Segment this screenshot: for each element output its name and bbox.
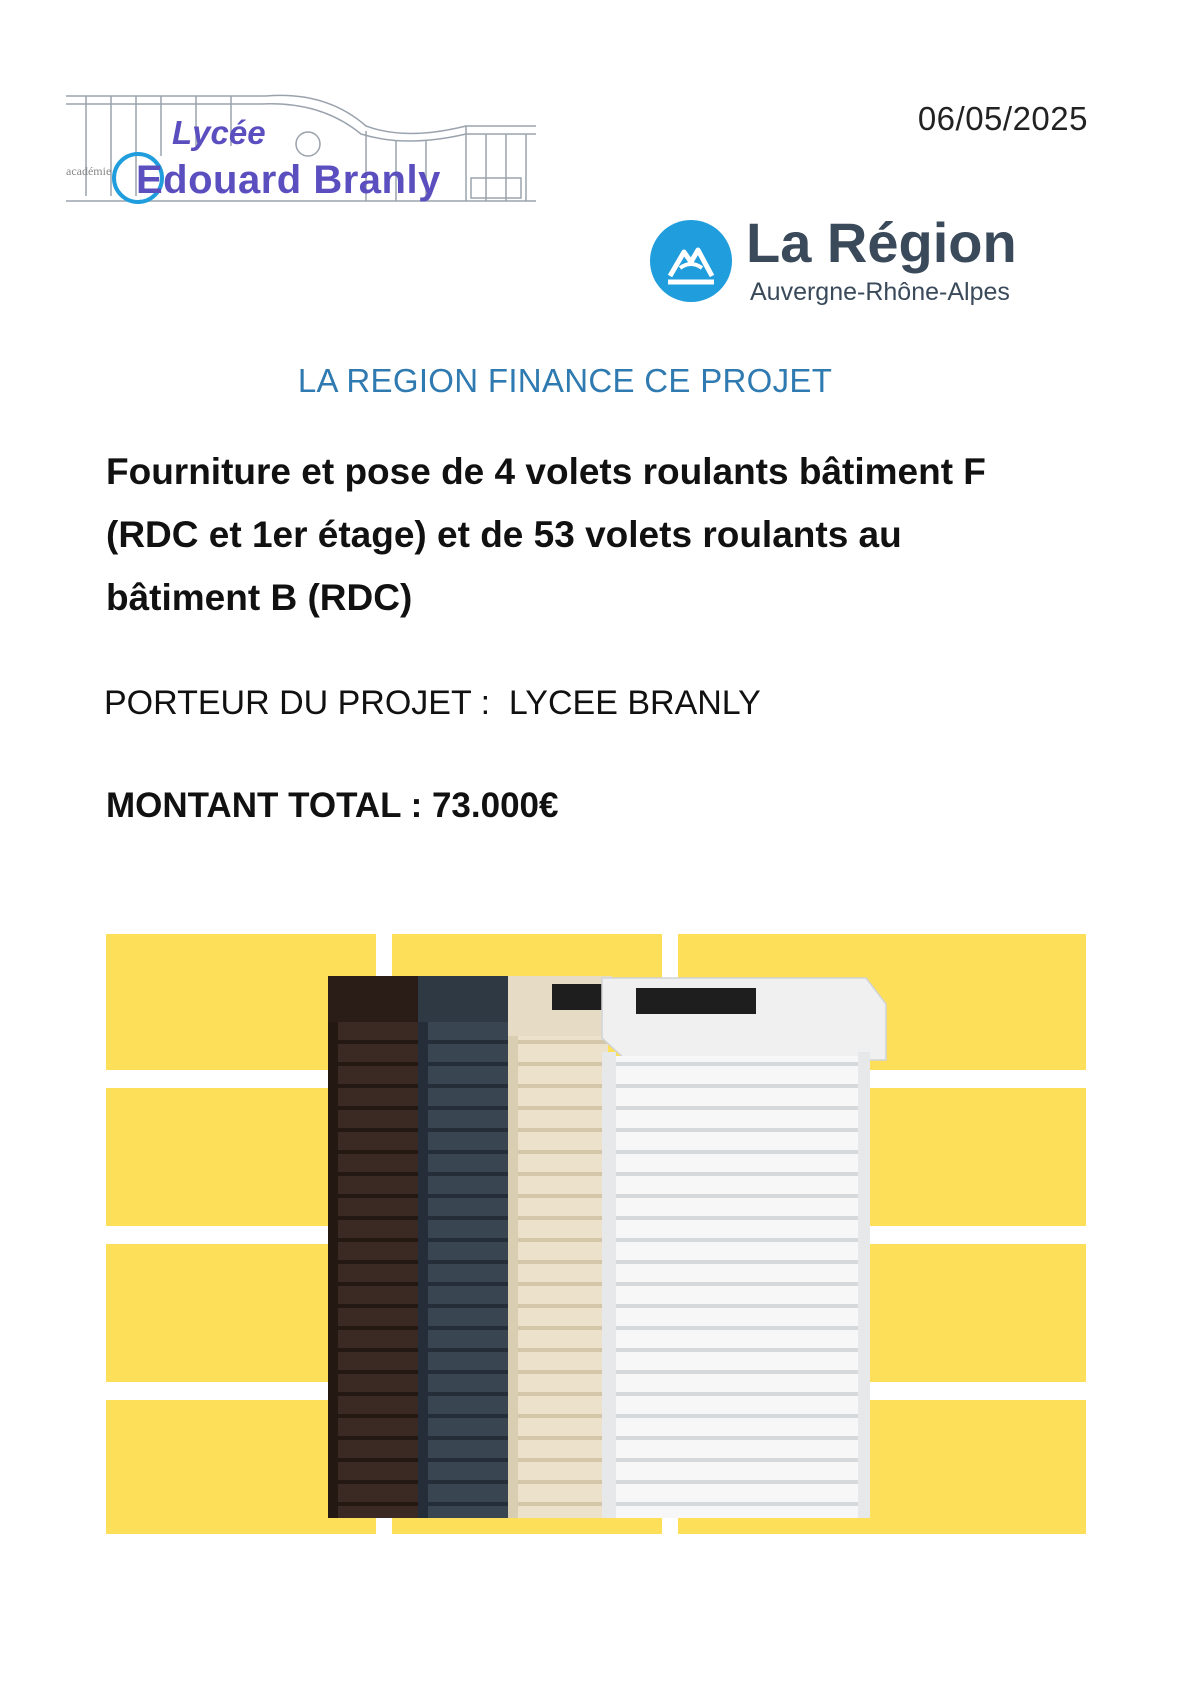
region-logo (650, 208, 1090, 318)
total-amount: MONTANT TOTAL : 73.000€ (106, 786, 559, 825)
region-subtitle: Auvergne-Rhône-Alpes (750, 278, 1010, 306)
region-mountain-icon (650, 220, 732, 302)
document-date: 06/05/2025 (917, 100, 1088, 137)
academie-label: académie (66, 164, 112, 178)
finance-heading: LA REGION FINANCE CE PROJET (297, 362, 833, 399)
roller-shutters-illustration (106, 934, 1086, 1534)
project-owner: PORTEUR DU PROJET : LYCEE BRANLY (104, 684, 761, 722)
lycee-word: Lycée (172, 114, 266, 151)
region-name: La Région (746, 211, 1017, 274)
lycee-logo (66, 86, 538, 218)
roller-shutters-image (106, 934, 1086, 1534)
lycee-name: Edouard Branly (136, 158, 441, 202)
project-title: Fourniture et pose de 4 volets roulants bâtiment F (RDC et 1er étage) et de 53 volets roulants au bâtiment B (RDC) (106, 451, 986, 618)
